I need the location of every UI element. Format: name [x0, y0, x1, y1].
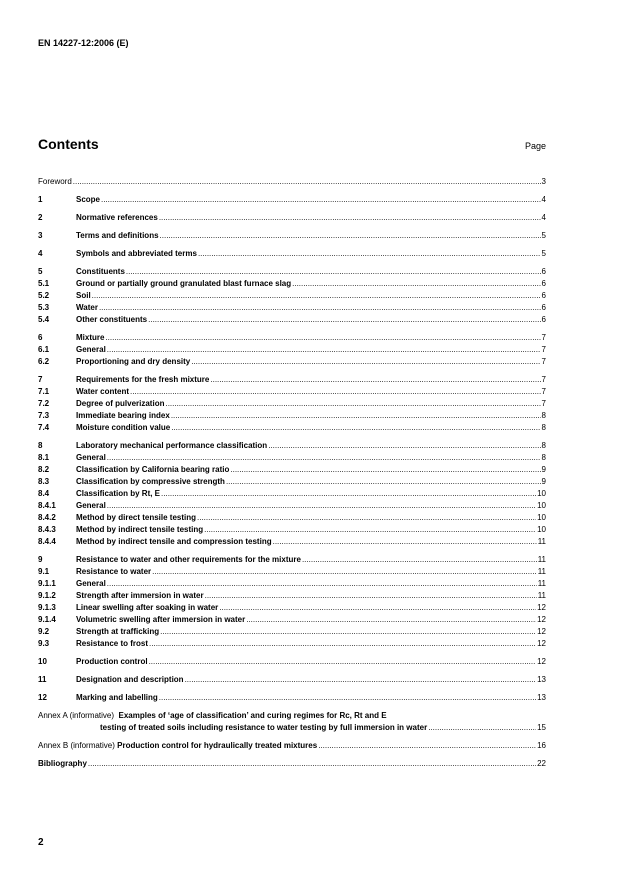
toc-entry-page: 7: [541, 399, 546, 408]
toc-entry[interactable]: [38, 230, 546, 242]
toc-entry-page: 8: [541, 441, 546, 450]
toc-entry-page: 11: [537, 567, 546, 576]
toc-entry-number: 8.3: [38, 477, 50, 486]
toc-entry-page: 10: [537, 525, 546, 534]
toc-entry[interactable]: [38, 578, 546, 590]
toc-entry-number: 5.1: [38, 279, 50, 288]
page-column-label: Page: [524, 141, 546, 151]
toc-entry-title: Strength at trafficking: [76, 627, 160, 636]
toc-leader: [107, 578, 537, 590]
toc-entry-page: 9: [541, 465, 546, 474]
annex-a-label: Annex A (informative): [38, 711, 115, 720]
toc-entry-title: Immediate bearing index: [76, 411, 170, 420]
toc-entry-annex-a[interactable]: [38, 710, 546, 734]
toc-entry[interactable]: [38, 602, 546, 614]
toc-entry[interactable]: [38, 266, 546, 278]
toc-entry-title: Resistance to frost: [76, 639, 149, 648]
toc-entry-title: Ground or partially ground granulated blast furnace slag: [76, 279, 292, 288]
toc-entry-page: 11: [537, 579, 546, 588]
toc-entry-page: 11: [537, 555, 546, 564]
toc-entry[interactable]: [38, 488, 546, 500]
toc-entry-number: 6.2: [38, 357, 50, 366]
toc-entry[interactable]: [38, 386, 546, 398]
toc-entry-number: 7.1: [38, 387, 50, 396]
toc-entry-number: 5.2: [38, 291, 50, 300]
toc-leader: [152, 566, 537, 578]
toc-entry-page: 7: [541, 345, 546, 354]
toc-entry-page: 12: [537, 627, 546, 636]
toc-entry-title: Soil: [76, 291, 91, 300]
toc-entry-number: 8.4.1: [38, 501, 56, 510]
toc-entry-number: 11: [38, 675, 47, 684]
toc-leader: [165, 398, 540, 410]
toc-leader: [149, 638, 536, 650]
toc-entry-number: 9.1.1: [38, 579, 56, 588]
toc-entry[interactable]: [38, 176, 546, 188]
toc-entry-number: 8.4: [38, 489, 50, 498]
toc-entry-title: Linear swelling after soaking in water: [76, 603, 219, 612]
toc-entry-page: 3: [541, 177, 546, 186]
annex-b-page: 16: [537, 741, 546, 750]
toc-entry[interactable]: [38, 452, 546, 464]
toc-entry[interactable]: [38, 278, 546, 290]
toc-entry-title: Method by indirect tensile and compression testing: [76, 537, 272, 546]
toc-entry-title: Resistance to water: [76, 567, 152, 576]
toc-entry-bibliography[interactable]: [38, 758, 546, 770]
toc-entry-number: 7.4: [38, 423, 50, 432]
toc-entry-number: 9.1: [38, 567, 50, 576]
toc-entry-page: 4: [541, 195, 546, 204]
toc-entry-title: Designation and description: [76, 675, 184, 684]
toc-entry[interactable]: [38, 422, 546, 434]
toc-entry[interactable]: [38, 692, 546, 704]
toc-entry-page: 11: [537, 591, 546, 600]
toc-entry-page: 6: [541, 291, 546, 300]
toc-entry-title: General: [76, 345, 106, 354]
toc-leader: [171, 410, 541, 422]
toc-leader: [88, 758, 536, 770]
toc-entry-title: Method by direct tensile testing: [76, 513, 197, 522]
toc-entry-title: Other constituents: [76, 315, 148, 324]
toc-entry-page: 10: [537, 489, 546, 498]
toc-leader: [198, 248, 541, 260]
toc-leader: [73, 176, 541, 188]
annex-a-page: 15: [537, 723, 546, 732]
toc-entry-page: 7: [541, 333, 546, 342]
toc-entry-page: 12: [537, 603, 546, 612]
toc-entry-number: 9.1.4: [38, 615, 56, 624]
toc-entry[interactable]: [38, 590, 546, 602]
toc-entry-page: 10: [537, 513, 546, 522]
toc-entry[interactable]: [38, 302, 546, 314]
toc-leader: [92, 290, 541, 302]
toc-entry-title: Classification by compressive strength: [76, 477, 225, 486]
toc-leader: [428, 722, 536, 734]
toc-entry-number: 7.2: [38, 399, 50, 408]
toc-entry-number: 7: [38, 375, 43, 384]
toc-entry-title: Requirements for the fresh mixture: [76, 375, 210, 384]
toc-entry-title: Strength after immersion in water: [76, 591, 204, 600]
toc-entry-title: Volumetric swelling after immersion in water: [76, 615, 246, 624]
page-number: 2: [38, 837, 44, 848]
toc-entry-page: 6: [541, 279, 546, 288]
annex-a-title-line2: testing of treated soils including resistance to water testing by full immersion in water: [100, 723, 428, 732]
toc-entry-title: Constituents: [76, 267, 125, 276]
toc-leader: [205, 590, 537, 602]
annex-a-line2: [38, 722, 546, 734]
toc-entry-page: 10: [537, 501, 546, 510]
toc-entry-page: 12: [537, 657, 546, 666]
toc-entry[interactable]: [38, 356, 546, 368]
toc-entry-number: 9.1.3: [38, 603, 56, 612]
toc-entry[interactable]: [38, 398, 546, 410]
toc-entry-number: 8.1: [38, 453, 50, 462]
toc-entry-number: 9.1.2: [38, 591, 56, 600]
toc-leader: [160, 626, 536, 638]
toc-entry-number: 7.3: [38, 411, 50, 420]
toc-entry-number: 9.3: [38, 639, 50, 648]
toc-leader: [185, 674, 537, 686]
annex-a-title-line1: Examples of ‘age of classification’ and curing regimes for Rc, Rt and E: [118, 711, 387, 720]
toc-entry[interactable]: [38, 656, 546, 668]
toc-leader: [101, 194, 541, 206]
toc-entry-page: 7: [541, 375, 546, 384]
toc-entry[interactable]: [38, 410, 546, 422]
toc-leader: [246, 614, 536, 626]
toc-entry-number: 8.4.3: [38, 525, 56, 534]
toc-entry-page: 13: [537, 675, 546, 684]
toc-leader: [105, 332, 540, 344]
toc-entry-title: Foreword: [38, 177, 72, 186]
toc-entry-page: 12: [537, 615, 546, 624]
toc-entry-number: 4: [38, 249, 43, 258]
toc-leader: [130, 386, 541, 398]
toc-leader: [302, 554, 537, 566]
contents-title: Contents: [38, 136, 99, 152]
toc-entry-title: Resistance to water and other requirements for the mixture: [76, 555, 301, 564]
toc-entry[interactable]: [38, 626, 546, 638]
toc-leader: [107, 344, 541, 356]
toc-leader: [219, 602, 536, 614]
toc-entry-page: 12: [537, 639, 546, 648]
toc-leader: [204, 524, 536, 536]
toc-entry-number: 6: [38, 333, 43, 342]
toc-entry-annex-b[interactable]: [38, 740, 546, 752]
toc-entry-title: Symbols and abbreviated terms: [76, 249, 197, 258]
toc-leader: [99, 302, 541, 314]
toc-entry-number: 8: [38, 441, 43, 450]
toc-leader: [107, 500, 536, 512]
document-header: EN 14227-12:2006 (E): [38, 38, 129, 48]
toc-leader: [210, 374, 540, 386]
toc-entry-title: Mixture: [76, 333, 105, 342]
toc-leader: [148, 314, 540, 326]
toc-entry-title: General: [76, 579, 106, 588]
toc-entry[interactable]: [38, 212, 546, 224]
toc-entry[interactable]: [38, 512, 546, 524]
toc-entry-number: 8.4.2: [38, 513, 56, 522]
toc-entry-number: 2: [38, 213, 43, 222]
toc-entry[interactable]: [38, 314, 546, 326]
annex-b-title: Production control for hydraulically treated mixtures: [117, 741, 318, 750]
toc-entry-title: Classification by California bearing ratio: [76, 465, 230, 474]
toc-entry[interactable]: [38, 674, 546, 686]
toc-entry[interactable]: [38, 374, 546, 386]
toc-entry-page: 5: [541, 231, 546, 240]
toc-entry[interactable]: [38, 614, 546, 626]
toc-leader: [159, 692, 536, 704]
toc-entry-page: 8: [541, 453, 546, 462]
bibliography-title: Bibliography: [38, 759, 87, 768]
toc-entry-number: 8.2: [38, 465, 50, 474]
toc-entry-page: 8: [541, 423, 546, 432]
toc-entry[interactable]: [38, 464, 546, 476]
toc-leader: [159, 212, 541, 224]
toc-entry-page: 6: [541, 267, 546, 276]
toc-entry-title: Terms and definitions: [76, 231, 159, 240]
bibliography-page: 22: [537, 759, 546, 768]
toc-leader: [292, 278, 540, 290]
toc-entry[interactable]: [38, 290, 546, 302]
toc-entry-page: 9: [541, 477, 546, 486]
toc-entry-number: 5.3: [38, 303, 50, 312]
toc-entry-number: 1: [38, 195, 43, 204]
toc-entry-page: 5: [541, 249, 546, 258]
toc-entry-title: Proportioning and dry density: [76, 357, 191, 366]
toc-entry-title: Normative references: [76, 213, 158, 222]
toc-entry-number: 12: [38, 693, 47, 702]
toc-entry[interactable]: [38, 194, 546, 206]
toc-entry[interactable]: [38, 554, 546, 566]
toc-entry-number: 8.4.4: [38, 537, 56, 546]
toc-entry-title: Production control: [76, 657, 148, 666]
toc-entry-title: Degree of pulverization: [76, 399, 165, 408]
toc-entry-title: General: [76, 453, 106, 462]
toc-entry-page: 8: [541, 411, 546, 420]
toc-entry-page: 7: [541, 387, 546, 396]
toc-entry-title: Moisture condition value: [76, 423, 171, 432]
toc-entry-page: 6: [541, 303, 546, 312]
toc-leader: [149, 656, 537, 668]
toc-entry-title: Marking and labelling: [76, 693, 158, 702]
toc-leader: [191, 356, 540, 368]
toc-leader: [273, 536, 537, 548]
toc-entry-title: Water: [76, 303, 98, 312]
toc-entry-title: Water content: [76, 387, 130, 396]
toc-entry[interactable]: [38, 536, 546, 548]
toc-leader: [161, 488, 536, 500]
toc-leader: [318, 740, 536, 752]
toc-entry-page: 7: [541, 357, 546, 366]
toc-entry-page: 4: [541, 213, 546, 222]
toc-entry-number: 3: [38, 231, 43, 240]
toc-leader: [268, 440, 540, 452]
toc-entry-page: 11: [537, 537, 546, 546]
toc-entry-page: 13: [537, 693, 546, 702]
toc-entry-page: 6: [541, 315, 546, 324]
toc-entries: [38, 176, 546, 704]
toc-leader: [230, 464, 540, 476]
toc-entry-number: 5: [38, 267, 43, 276]
toc-leader: [160, 230, 541, 242]
toc-entry-title: General: [76, 501, 106, 510]
toc-entry-number: 6.1: [38, 345, 50, 354]
toc-entry[interactable]: [38, 500, 546, 512]
toc-leader: [197, 512, 536, 524]
toc-entry[interactable]: [38, 638, 546, 650]
toc-leader: [226, 476, 541, 488]
toc-entry-number: 5.4: [38, 315, 50, 324]
toc-entry[interactable]: [38, 344, 546, 356]
toc-entry[interactable]: [38, 248, 546, 260]
annex-b-label: Annex B (informative): [38, 741, 115, 750]
toc-entry[interactable]: [38, 440, 546, 452]
toc-entry-title: Classification by Rt, E: [76, 489, 161, 498]
annex-a-line1: [38, 710, 546, 722]
toc-entry-title: Scope: [76, 195, 101, 204]
toc-entry-number: 9: [38, 555, 43, 564]
toc-entry[interactable]: [38, 566, 546, 578]
toc-entry[interactable]: [38, 524, 546, 536]
toc-entry-title: Laboratory mechanical performance classification: [76, 441, 268, 450]
toc-entry[interactable]: [38, 332, 546, 344]
toc-leader: [126, 266, 541, 278]
toc-entry-number: 10: [38, 657, 47, 666]
toc-entry-title: Method by indirect tensile testing: [76, 525, 204, 534]
toc-leader: [171, 422, 540, 434]
toc-entry-number: 9.2: [38, 627, 50, 636]
table-of-contents: [38, 176, 546, 770]
toc-entry[interactable]: [38, 476, 546, 488]
toc-leader: [107, 452, 541, 464]
